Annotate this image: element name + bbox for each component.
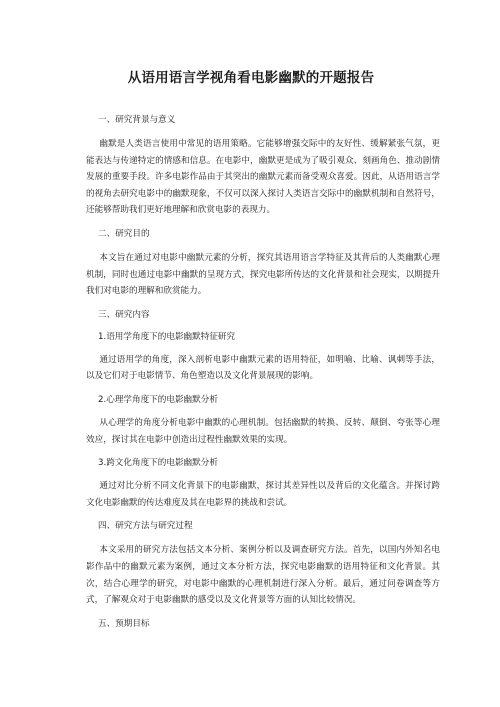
subsection-paragraph: 从心理学的角度分析电影中幽默的心理机制。包括幽默的转换、反转、颠倒、夸张等心理效应，探讨其在电影中创造出过程性幽默效果的实现。 — [86, 417, 440, 445]
subsection-paragraph: 通过语用学的角度，深入剖析电影中幽默元素的语用特征，如明喻、比喻、讽刺等手法，以及它们对于电影情节、角色塑造以及文化背景展现的影响。 — [86, 354, 440, 382]
section-paragraph: 本文旨在通过对电影中幽默元素的分析，探究其语用语言学特征及其背后的人类幽默心理机制，同时也通过电影中幽默的呈现方式，探究电影所传达的文化背景和社会现实，以期提升我们对电影的理解和欣赏能力。 — [86, 252, 440, 297]
section-content — [86, 309, 440, 512]
section-paragraph: 幽默是人类语言使用中常见的语用策略。它能够增强交际中的友好性、缓解紧张气氛，更能表达与传递特定的情感和信息。在电影中，幽默更是成为了吸引观众、刻画角色、推动剧情发展的重要手段。许多电影作品由于其突出的幽默元素而备受观众喜爱。因此，从语用语言学的视角去研究电影中的幽默现象，不仅可以深入探讨人类语言交际中的幽默机制和自然符号，还能够帮助我们更好地理解和欣赏电影的表现力。 — [86, 139, 440, 216]
subsection-heading: 1.语用学角度下的电影幽默特征研究 — [98, 331, 236, 342]
section-heading: 四、研究方法与研究过程 — [98, 521, 193, 532]
section-purpose — [86, 228, 440, 300]
section-heading: 一、研究背景与意义 — [98, 115, 176, 125]
section-goals — [86, 618, 440, 631]
section-heading: 二、研究目的 — [98, 228, 150, 239]
section-heading: 五、预期目标 — [98, 618, 150, 629]
section-paragraph: 本文采用的研究方法包括文本分析、案例分析以及调查研究方法。首先，以国内外知名电影作品中的幽默元素为案例，通过文本分析方法，探究电影幽默的语用特征和文化背景。其次，结合心理学的研究，对电影中幽默的心理机制进行深入分析。最后，通过问卷调查等方式，了解观众对于电影幽默的感受以及文化背景等方面的认知比较情况。 — [86, 545, 440, 606]
document-title: 从语用语言学视角看电影幽默的开题报告 — [127, 70, 375, 86]
subsection-heading: 3.跨文化角度下的电影幽默分析 — [98, 458, 218, 469]
section-background — [86, 114, 440, 219]
section-methods — [86, 520, 440, 608]
subsection-paragraph: 通过对比分析不同文化背景下的电影幽默，探讨其差异性以及背后的文化蕴含。并探讨跨文化电影幽默的传达难度及其在电影界的挑战和尝试。 — [86, 481, 440, 508]
subsection-heading: 2.心理学角度下的电影幽默分析 — [98, 394, 218, 405]
section-heading: 三、研究内容 — [98, 309, 150, 320]
